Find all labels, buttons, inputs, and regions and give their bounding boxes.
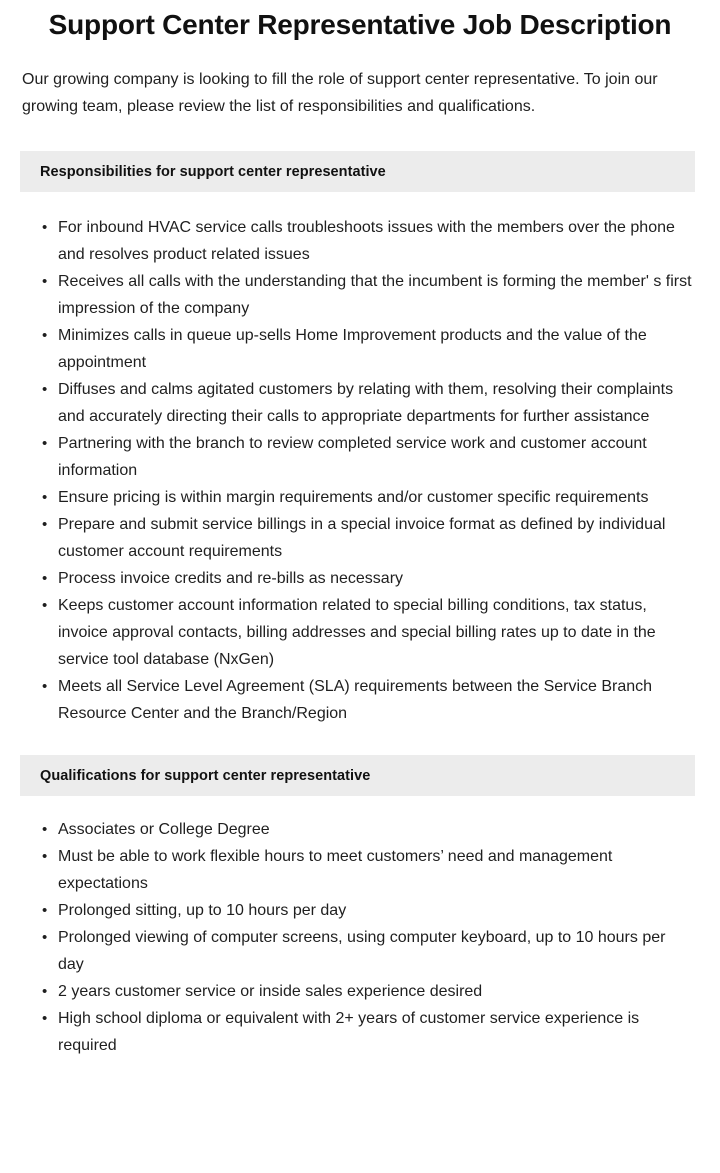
- list-item: • Diffuses and calms agitated customers by relating with them, resolving their complaints and accurately directing their calls to appropriate departments for further assistance: [58, 376, 692, 430]
- section-header-qualifications: [20, 755, 695, 796]
- list-item: • Prolonged sitting, up to 10 hours per day: [58, 897, 692, 924]
- list-item: • Partnering with the branch to review completed service work and customer account information: [58, 430, 692, 484]
- list-item: • Ensure pricing is within margin requirements and/or customer specific requirements: [58, 484, 692, 511]
- qualifications-list: [0, 796, 720, 1079]
- list-item: • High school diploma or equivalent with 2+ years of customer service experience is required: [58, 1005, 692, 1059]
- list-item: • Receives all calls with the understanding that the incumbent is forming the member' s first impression of the company: [58, 268, 692, 322]
- list-item: • Keeps customer account information related to special billing conditions, tax status, invoice approval contacts, billing addresses and special billing rates up to date in the service tool database (NxGen): [58, 592, 692, 673]
- intro-paragraph: Our growing company is looking to fill the role of support center representative. To join our growing team, please review the list of responsibilities and qualifications.: [22, 71, 658, 115]
- list-item: • 2 years customer service or inside sales experience desired: [58, 978, 692, 1005]
- section-header-label: Responsibilities for support center representative: [40, 163, 386, 180]
- section-responsibilities: [0, 151, 720, 727]
- list-item: • Prepare and submit service billings in a special invoice format as defined by individual customer account requirements: [58, 511, 692, 565]
- list-item: • Associates or College Degree: [58, 816, 692, 843]
- section-header-label: Qualifications for support center representative: [40, 767, 371, 784]
- list-item: • Prolonged viewing of computer screens, using computer keyboard, up to 10 hours per day: [58, 924, 692, 978]
- responsibilities-list: [0, 192, 720, 727]
- list-item: • Process invoice credits and re-bills as necessary: [58, 565, 692, 592]
- list-item: • Meets all Service Level Agreement (SLA) requirements between the Service Branch Resource Center and the Branch/Region: [58, 673, 692, 727]
- list-item: • Must be able to work flexible hours to meet customers’ need and management expectations: [58, 843, 692, 897]
- section-header-responsibilities: [20, 151, 695, 192]
- list-item: • Minimizes calls in queue up-sells Home Improvement products and the value of the appointment: [58, 322, 692, 376]
- section-qualifications: [0, 755, 720, 1079]
- page-title: Support Center Representative Job Description: [48, 9, 672, 40]
- list-item: • For inbound HVAC service calls troubleshoots issues with the members over the phone and resolves product related issues: [58, 214, 692, 268]
